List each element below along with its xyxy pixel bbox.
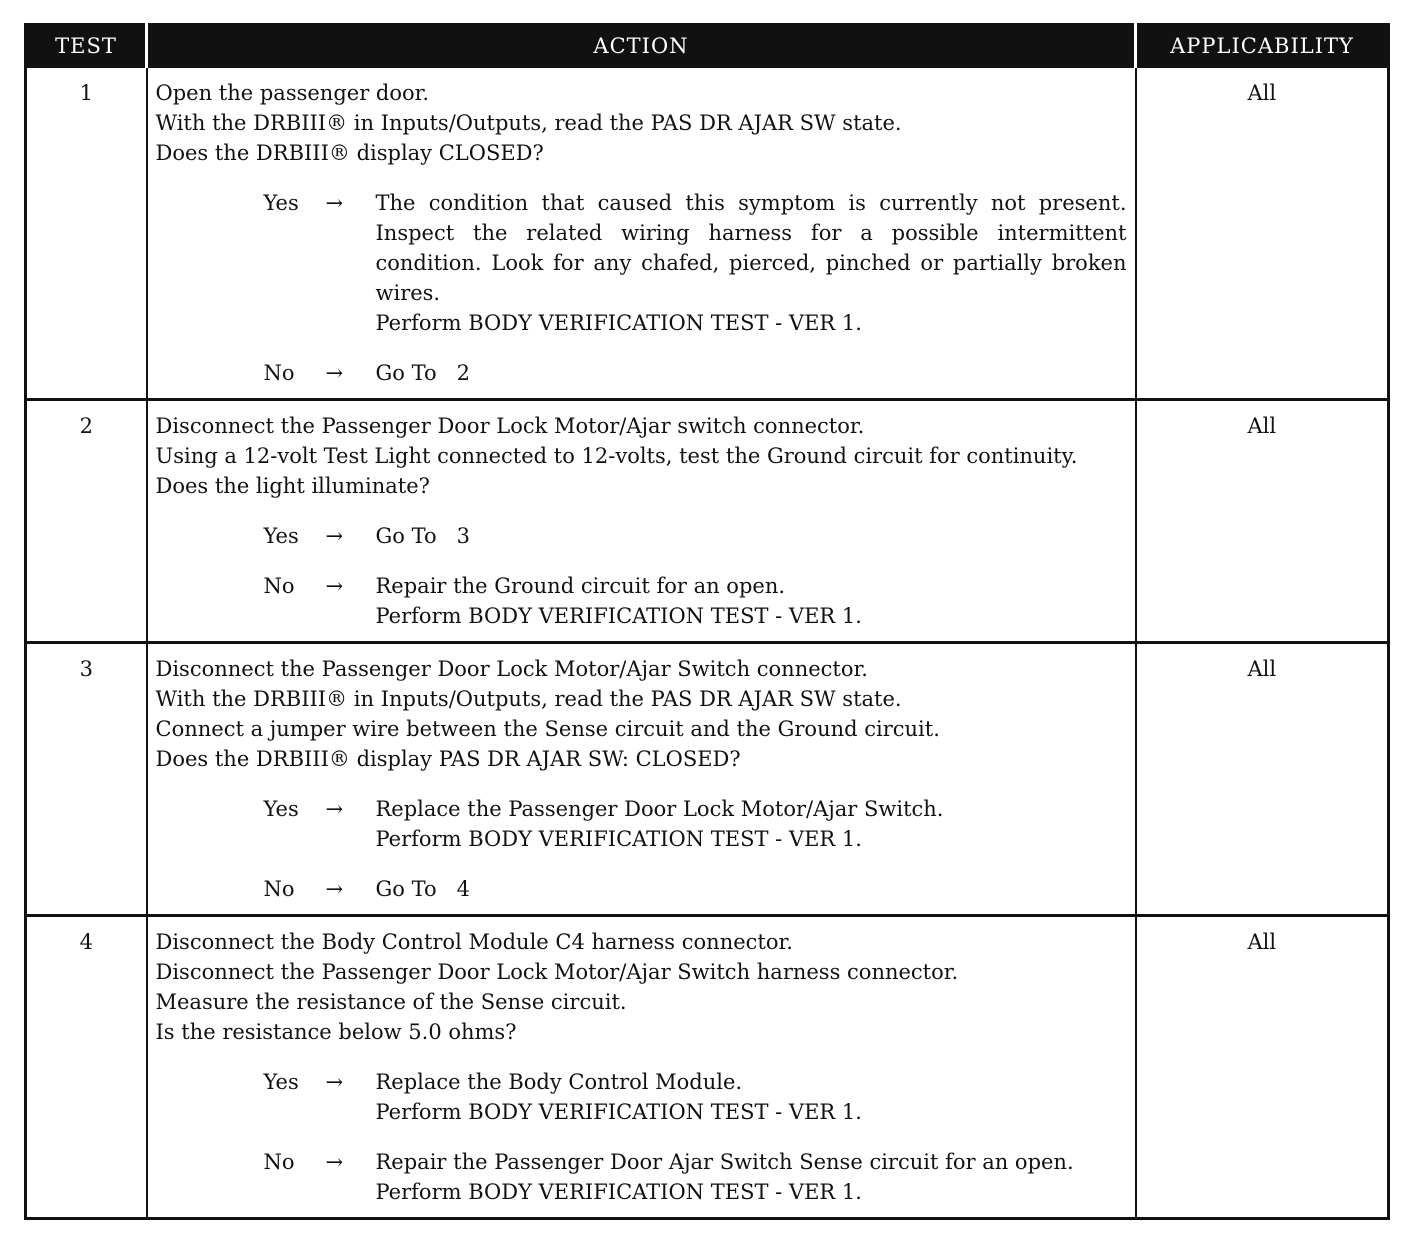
no-perform-text: Perform BODY VERIFICATION TEST - VER 1.: [375, 1180, 862, 1204]
action-step: Open the passenger door.: [155, 81, 430, 105]
applicability-value: All: [1136, 643, 1389, 916]
table-row: [26, 67, 1389, 400]
no-label: No: [263, 574, 295, 598]
test-number: 3: [26, 643, 147, 916]
table-row: [26, 643, 1389, 916]
no-result-text: Go To 2: [375, 361, 470, 385]
yes-perform-text: Perform BODY VERIFICATION TEST - VER 1.: [375, 827, 862, 851]
no-result-text: Repair the Ground circuit for an open.: [375, 574, 786, 598]
action-cell: [147, 400, 1136, 643]
yes-label: Yes: [263, 1070, 299, 1094]
no-outcome: [156, 1147, 1127, 1207]
no-result: [376, 1147, 1127, 1207]
yes-perform-text: Perform BODY VERIFICATION TEST - VER 1.: [375, 311, 862, 335]
action-step: With the DRBIII® in Inputs/Outputs, read the PAS DR AJAR SW state.: [155, 687, 902, 711]
yes-label: Yes: [263, 191, 299, 215]
no-result-text: Repair the Passenger Door Ajar Switch Sense circuit for an open.: [375, 1150, 1074, 1174]
no-label: No: [263, 877, 295, 901]
header-action: ACTION: [147, 25, 1136, 68]
action-step: Disconnect the Passenger Door Lock Motor/Ajar switch connector.: [155, 414, 865, 438]
diagnostic-test-table: [24, 23, 1390, 1220]
no-result: [376, 358, 1127, 388]
test-number: 2: [26, 400, 147, 643]
yes-outcome: [156, 794, 1127, 854]
yes-label: Yes: [263, 797, 299, 821]
yes-outcome: [156, 1067, 1127, 1127]
yes-result-text: Go To 3: [375, 524, 470, 548]
test-number: 4: [26, 916, 147, 1219]
action-step: Connect a jumper wire between the Sense circuit and the Ground circuit.: [155, 717, 940, 741]
no-outcome: [156, 571, 1127, 631]
action-step: Disconnect the Body Control Module C4 harness connector.: [155, 930, 793, 954]
no-perform-text: Perform BODY VERIFICATION TEST - VER 1.: [375, 604, 862, 628]
applicability-value: All: [1136, 916, 1389, 1219]
action-step: Does the light illuminate?: [155, 474, 430, 498]
action-step: Disconnect the Passenger Door Lock Motor/Ajar Switch harness connector.: [155, 960, 959, 984]
applicability-value: All: [1136, 400, 1389, 643]
arrow-icon: →: [325, 1070, 344, 1094]
action-step: Does the DRBIII® display CLOSED?: [155, 141, 544, 165]
action-step: With the DRBIII® in Inputs/Outputs, read the PAS DR AJAR SW state.: [155, 111, 902, 135]
action-step: Does the DRBIII® display PAS DR AJAR SW: CLOSED?: [155, 747, 741, 771]
arrow-icon: →: [325, 524, 344, 548]
action-step: Measure the resistance of the Sense circuit.: [155, 990, 627, 1014]
yes-result-text: The condition that caused this symptom is currently not present. Inspect the related wiring harness for a possible intermittent condition. Look for any chafed, pierced, pinched or partially broken wires.: [375, 191, 1127, 305]
arrow-icon: →: [325, 574, 344, 598]
table-row: [26, 400, 1389, 643]
arrow-icon: →: [325, 797, 344, 821]
no-label: No: [263, 1150, 295, 1174]
yes-perform-text: Perform BODY VERIFICATION TEST - VER 1.: [375, 1100, 862, 1124]
yes-result: [376, 188, 1127, 338]
arrow-icon: →: [325, 361, 344, 385]
action-steps: [156, 654, 1127, 774]
no-label: No: [263, 361, 295, 385]
action-cell: [147, 916, 1136, 1219]
action-steps: [156, 411, 1127, 501]
yes-outcome: [156, 188, 1127, 338]
yes-label: Yes: [263, 524, 299, 548]
no-outcome: [156, 358, 1127, 388]
yes-result-text: Replace the Body Control Module.: [375, 1070, 743, 1094]
arrow-icon: →: [325, 877, 344, 901]
applicability-value: All: [1136, 67, 1389, 400]
yes-result-text: Replace the Passenger Door Lock Motor/Ajar Switch.: [375, 797, 944, 821]
action-cell: [147, 67, 1136, 400]
yes-result: [376, 1067, 1127, 1127]
action-steps: [156, 78, 1127, 168]
arrow-icon: →: [325, 1150, 344, 1174]
header-applicability: APPLICABILITY: [1136, 25, 1389, 68]
action-step: Is the resistance below 5.0 ohms?: [155, 1020, 517, 1044]
arrow-icon: →: [325, 191, 344, 215]
action-steps: [156, 927, 1127, 1047]
yes-outcome: [156, 521, 1127, 551]
no-result: [376, 571, 1127, 631]
table-header-row: [26, 25, 1389, 68]
no-result-text: Go To 4: [375, 877, 470, 901]
action-step: Disconnect the Passenger Door Lock Motor/Ajar Switch connector.: [155, 657, 868, 681]
action-step: Using a 12-volt Test Light connected to 12-volts, test the Ground circuit for continuity.: [155, 444, 1078, 468]
header-test: TEST: [26, 25, 147, 68]
no-outcome: [156, 874, 1127, 904]
no-result: [376, 874, 1127, 904]
table-row: [26, 916, 1389, 1219]
test-number: 1: [26, 67, 147, 400]
yes-result: [376, 521, 1127, 551]
action-cell: [147, 643, 1136, 916]
yes-result: [376, 794, 1127, 854]
